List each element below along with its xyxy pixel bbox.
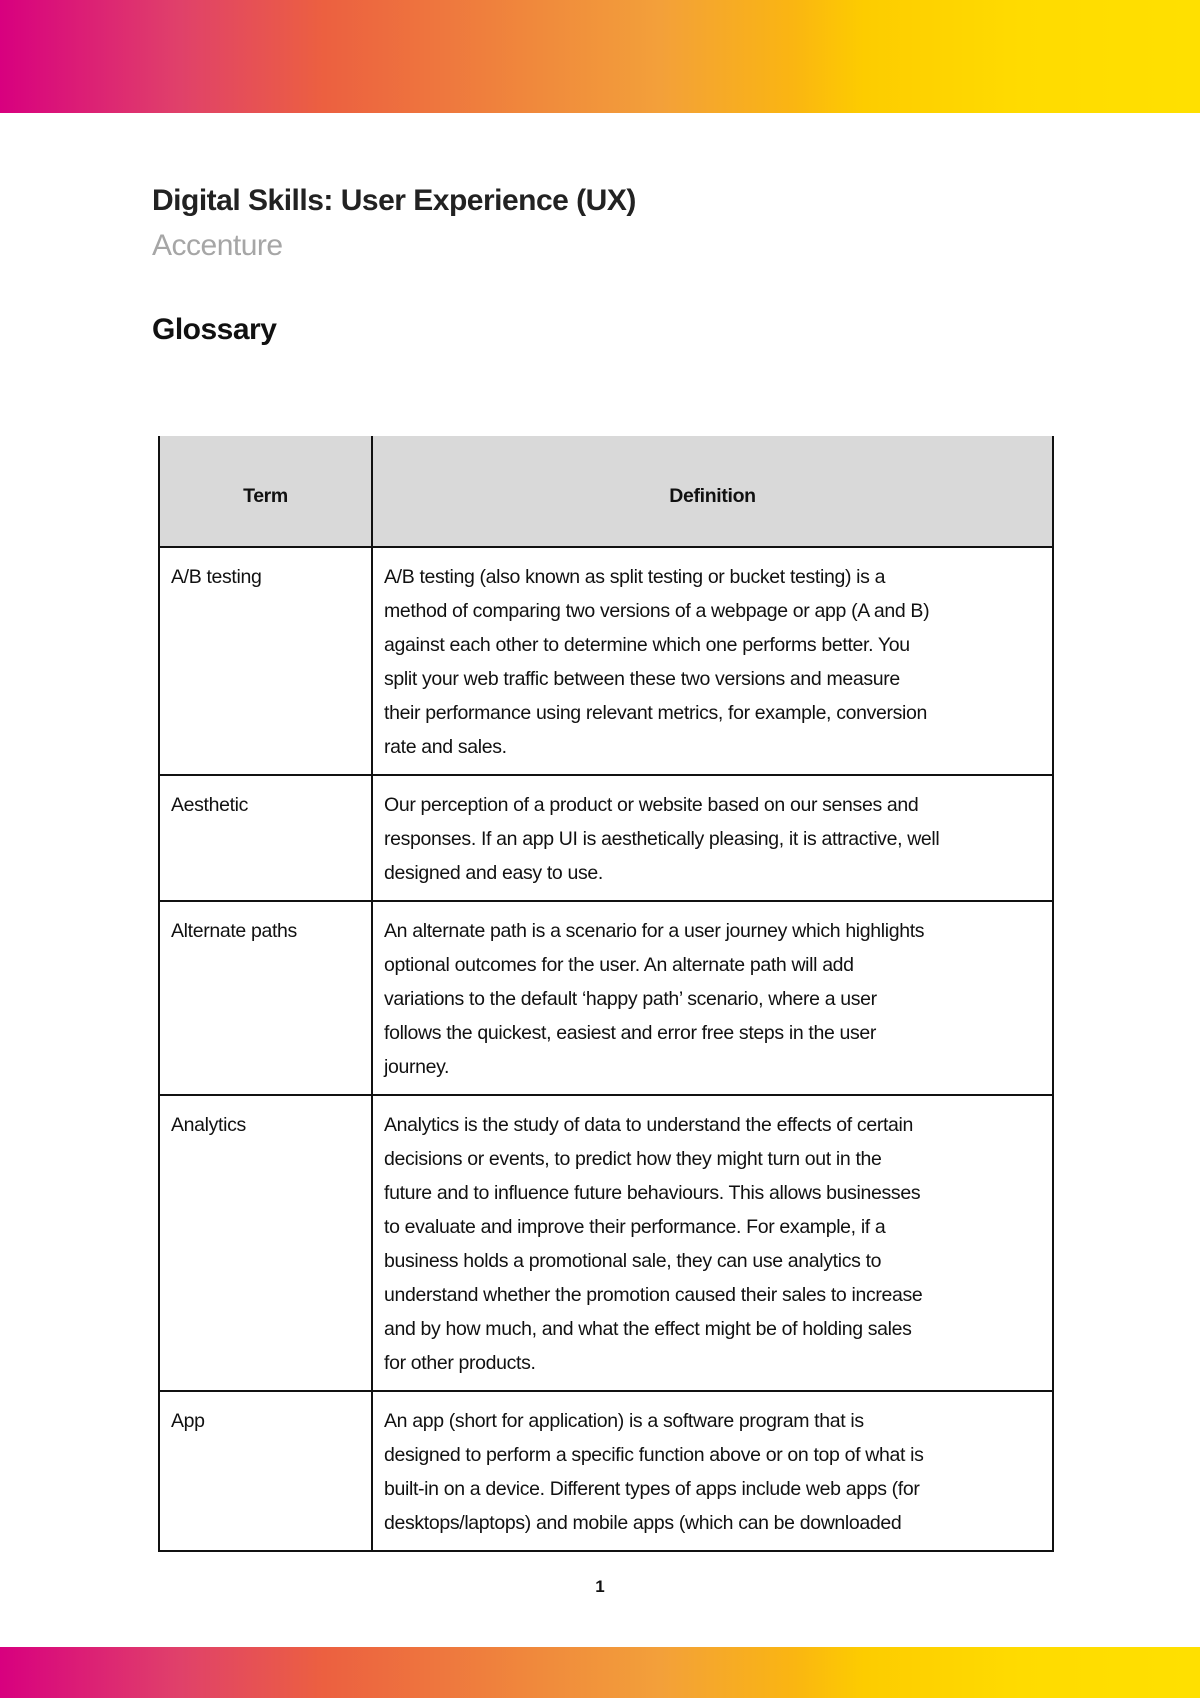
definition-line: An app (short for application) is a software program that is <box>384 1410 864 1432</box>
definition-line: future and to influence future behaviours. This allows businesses <box>384 1182 921 1204</box>
table-row <box>159 1095 1053 1391</box>
definition-line: built-in on a device. Different types of apps include web apps (for <box>384 1478 920 1500</box>
header-gradient-band <box>0 0 1200 113</box>
table-row <box>159 1391 1053 1551</box>
definition-line: business holds a promotional sale, they can use analytics to <box>384 1250 882 1272</box>
term-cell: A/B testing <box>159 547 372 775</box>
term-cell: Analytics <box>159 1095 372 1391</box>
definition-line: their performance using relevant metrics, for example, conversion <box>384 702 927 724</box>
column-header-definition: Definition <box>372 436 1053 547</box>
definition-line: and by how much, and what the effect might be of holding sales <box>384 1318 912 1340</box>
document-title: Digital Skills: User Experience (UX) <box>152 184 636 217</box>
definition-line: follows the quickest, easiest and error free steps in the user <box>384 1022 877 1044</box>
footer-gradient-band <box>0 1647 1200 1698</box>
definition-line: variations to the default ‘happy path’ scenario, where a user <box>384 988 877 1010</box>
definition-line: against each other to determine which one performs better. You <box>384 634 910 656</box>
definition-cell <box>372 775 1053 901</box>
definition-line: optional outcomes for the user. An alternate path will add <box>384 954 854 976</box>
table-row <box>159 547 1053 775</box>
definition-line: rate and sales. <box>384 736 507 758</box>
definition-line: to evaluate and improve their performance. For example, if a <box>384 1216 886 1238</box>
definition-line: A/B testing (also known as split testing or bucket testing) is a <box>384 566 886 588</box>
definition-line: designed and easy to use. <box>384 862 603 884</box>
definition-line: responses. If an app UI is aesthetically pleasing, it is attractive, well <box>384 828 940 850</box>
definition-line: Analytics is the study of data to understand the effects of certain <box>384 1114 914 1136</box>
definition-cell <box>372 901 1053 1095</box>
definition-line: journey. <box>384 1056 450 1078</box>
table-header-row <box>159 436 1053 547</box>
definition-cell <box>372 1391 1053 1551</box>
term-cell: Aesthetic <box>159 775 372 901</box>
definition-line: Our perception of a product or website based on our senses and <box>384 794 919 816</box>
column-header-term: Term <box>159 436 372 547</box>
definition-line: split your web traffic between these two versions and measure <box>384 668 900 690</box>
definition-line: desktops/laptops) and mobile apps (which can be downloaded <box>384 1512 902 1534</box>
definition-line: understand whether the promotion caused their sales to increase <box>384 1284 923 1306</box>
table-row <box>159 775 1053 901</box>
term-cell: App <box>159 1391 372 1551</box>
page-number: 1 <box>595 1577 605 1596</box>
document-subtitle: Accenture <box>152 229 283 262</box>
definition-cell <box>372 547 1053 775</box>
definition-line: An alternate path is a scenario for a user journey which highlights <box>384 920 925 942</box>
glossary-table <box>158 436 1054 1552</box>
term-cell: Alternate paths <box>159 901 372 1095</box>
definition-line: method of comparing two versions of a webpage or app (A and B) <box>384 600 930 622</box>
definition-line: for other products. <box>384 1352 536 1374</box>
definition-line: designed to perform a specific function above or on top of what is <box>384 1444 924 1466</box>
definition-line: decisions or events, to predict how they might turn out in the <box>384 1148 882 1170</box>
definition-cell <box>372 1095 1053 1391</box>
section-heading: Glossary <box>152 313 277 346</box>
table-row <box>159 901 1053 1095</box>
